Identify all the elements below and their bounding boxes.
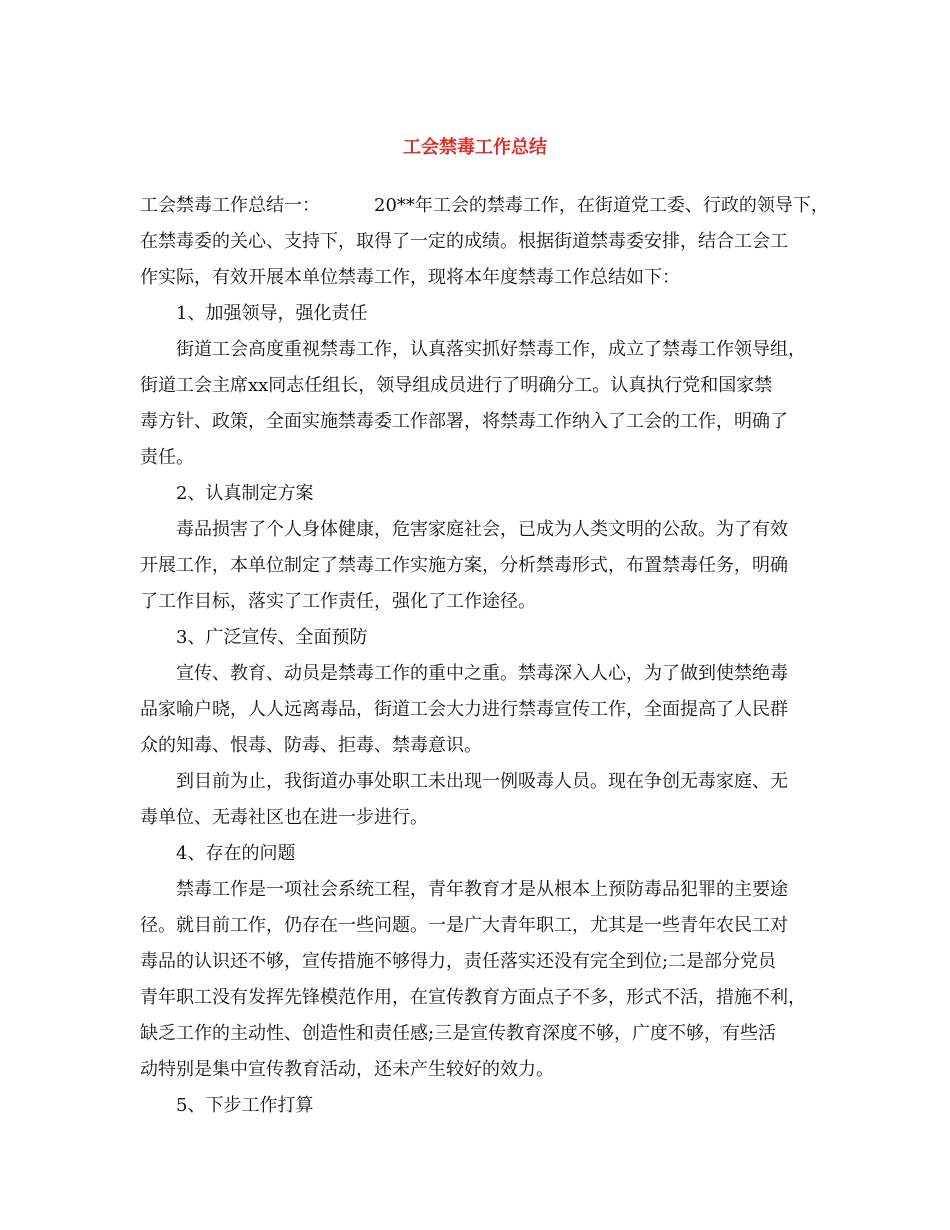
section-heading-1: 1、加强领导，强化责任 [176, 303, 368, 324]
section-3-paragraph-2-line-2: 毒单位、无毒社区也在进一步进行。 [140, 807, 428, 828]
section-1-paragraph-line-2: 街道工会主席xx同志任组长，领导组成员进行了明确分工。认真执行党和国家禁 [140, 375, 773, 396]
intro-line-1 [140, 188, 829, 224]
section-2-paragraph-line-2: 开展工作，本单位制定了禁毒工作实施方案，分析禁毒形式，布置禁毒任务，明确 [140, 555, 788, 576]
section-1-paragraph-line-1: 街道工会高度重视禁毒工作，认真落实抓好禁毒工作，成立了禁毒工作领导组， [176, 339, 806, 360]
section-heading-4: 4、存在的问题 [176, 843, 296, 864]
section-1-paragraph-line-3: 毒方针、政策，全面实施禁毒委工作部署，将禁毒工作纳入了工会的工作，明确了 [140, 411, 788, 432]
section-4-paragraph-line-2: 径。就目前工作，仍存在一些问题。一是广大青年职工，尤其是一些青年农民工对 [140, 915, 788, 936]
intro-first-text: 20**年工会的禁毒工作，在街道党工委、行政的领导下， [374, 195, 829, 216]
document-title: 工会禁毒工作总结 [403, 137, 547, 159]
section-4-paragraph-line-4: 青年职工没有发挥先锋模范作用，在宣传教育方面点子不多，形式不活，措施不利， [140, 987, 806, 1008]
section-3-paragraph-2-line-1: 到目前为止，我街道办事处职工未出现一例吸毒人员。现在争创无毒家庭、无 [176, 771, 788, 792]
intro-label: 工会禁毒工作总结一： [140, 195, 320, 216]
section-heading-2: 2、认真制定方案 [176, 483, 314, 504]
section-3-paragraph-1-line-1: 宣传、教育、动员是禁毒工作的重中之重。禁毒深入人心，为了做到使禁绝毒 [176, 663, 788, 684]
section-4-paragraph-line-1: 禁毒工作是一项社会系统工程，青年教育才是从根本上预防毒品犯罪的主要途 [176, 879, 788, 900]
section-3-paragraph-1-line-2: 品家喻户晓，人人远离毒品，街道工会大力进行禁毒宣传工作，全面提高了人民群 [140, 699, 788, 720]
section-2-paragraph-line-3: 了工作目标，落实了工作责任，强化了工作途径。 [140, 591, 536, 612]
section-1-paragraph-line-4: 责任。 [140, 447, 194, 468]
intro-line-2: 在禁毒委的关心、支持下，取得了一定的成绩。根据街道禁毒委安排，结合工会工 [140, 231, 788, 252]
section-2-paragraph-line-1: 毒品损害了个人身体健康，危害家庭社会，已成为人类文明的公敌。为了有效 [176, 519, 788, 540]
document-body [140, 188, 829, 1124]
section-heading-3: 3、广泛宣传、全面预防 [176, 627, 368, 648]
section-heading-5: 5、下步工作打算 [176, 1095, 314, 1116]
section-4-paragraph-line-6: 动特别是集中宣传教育活动，还未产生较好的效力。 [140, 1059, 554, 1080]
intro-line-3: 作实际，有效开展本单位禁毒工作，现将本年度禁毒工作总结如下： [140, 267, 680, 288]
section-4-paragraph-line-5: 缺乏工作的主动性、创造性和责任感;三是宣传教育深度不够，广度不够，有些活 [140, 1023, 777, 1044]
section-3-paragraph-1-line-3: 众的知毒、恨毒、防毒、拒毒、禁毒意识。 [140, 735, 482, 756]
section-4-paragraph-line-3: 毒品的认识还不够，宣传措施不够得力，责任落实还没有完全到位;二是部分党员 [140, 951, 777, 972]
